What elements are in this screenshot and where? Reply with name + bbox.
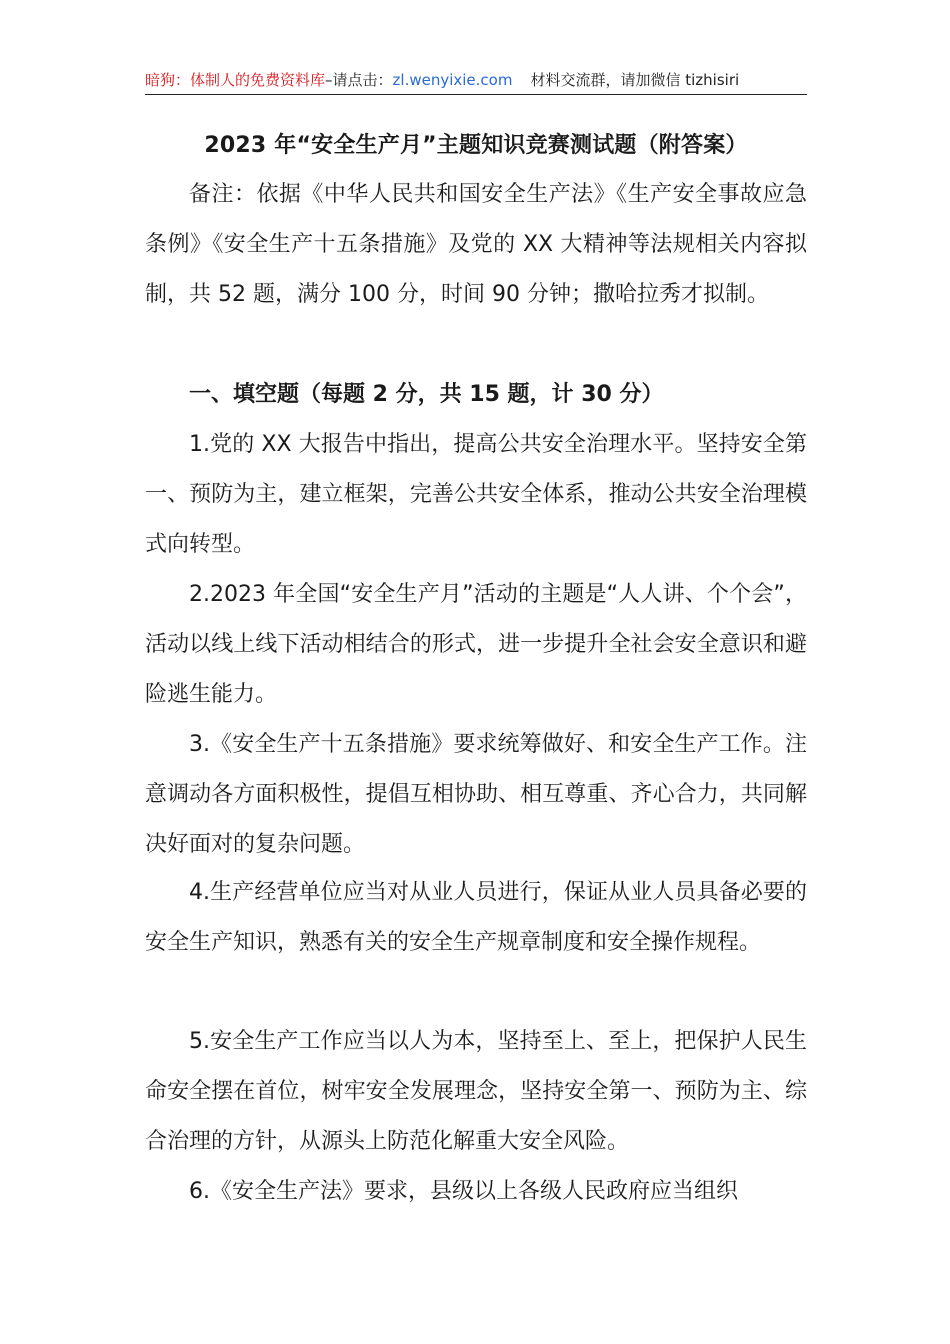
- question-3: 3.《安全生产十五条措施》要求统筹做好、和安全生产工作。注意调动各方面积极性，提倡互相协助、相互尊重、齐心合力，共同解决好面对的复杂问题。: [145, 732, 807, 857]
- question-1: 1.党的 XX 大报告中指出，提高公共安全治理水平。坚持安全第一、预防为主，建立框架，完善公共安全体系，推动公共安全治理模式向转型。: [145, 432, 807, 557]
- page-title: 2023 年“安全生产月”主题知识竞赛测试题（附答案）: [204, 133, 748, 158]
- section-heading: 一、填空题（每题 2 分，共 15 题，计 30 分）: [189, 382, 664, 407]
- group-note: 材料交流群，请加微信 tizhisiri: [530, 71, 740, 89]
- page-header: [145, 68, 807, 95]
- question-4: 4.生产经营单位应当对从业人员进行，保证从业人员具备必要的安全生产知识，熟悉有关的安全生产规章制度和安全操作规程。: [145, 880, 807, 955]
- site-link[interactable]: zl.wenyixie.com: [392, 71, 513, 89]
- source-label: 暗狗：体制人的免费资料库: [145, 71, 326, 89]
- question-6: 6.《安全生产法》要求，县级以上各级人民政府应当组织: [189, 1179, 738, 1204]
- click-prompt: –请点击：: [325, 71, 393, 89]
- question-5: 5.安全生产工作应当以人为本，坚持至上、至上，把保护人民生命安全摆在首位，树牢安全发展理念，坚持安全第一、预防为主、综合治理的方针，从源头上防范化解重大安全风险。: [145, 1029, 807, 1154]
- question-2: 2.2023 年全国“安全生产月”活动的主题是“人人讲、个个会”，活动以线上线下活动相结合的形式，进一步提升全社会安全意识和避险逃生能力。: [145, 582, 807, 707]
- note-paragraph: 备注：依据《中华人民共和国安全生产法》《生产安全事故应急条例》《安全生产十五条措施》及党的 XX 大精神等法规相关内容拟制，共 52 题，满分 100 分，时间 90 分钟；撒哈拉秀才拟制。: [145, 182, 807, 307]
